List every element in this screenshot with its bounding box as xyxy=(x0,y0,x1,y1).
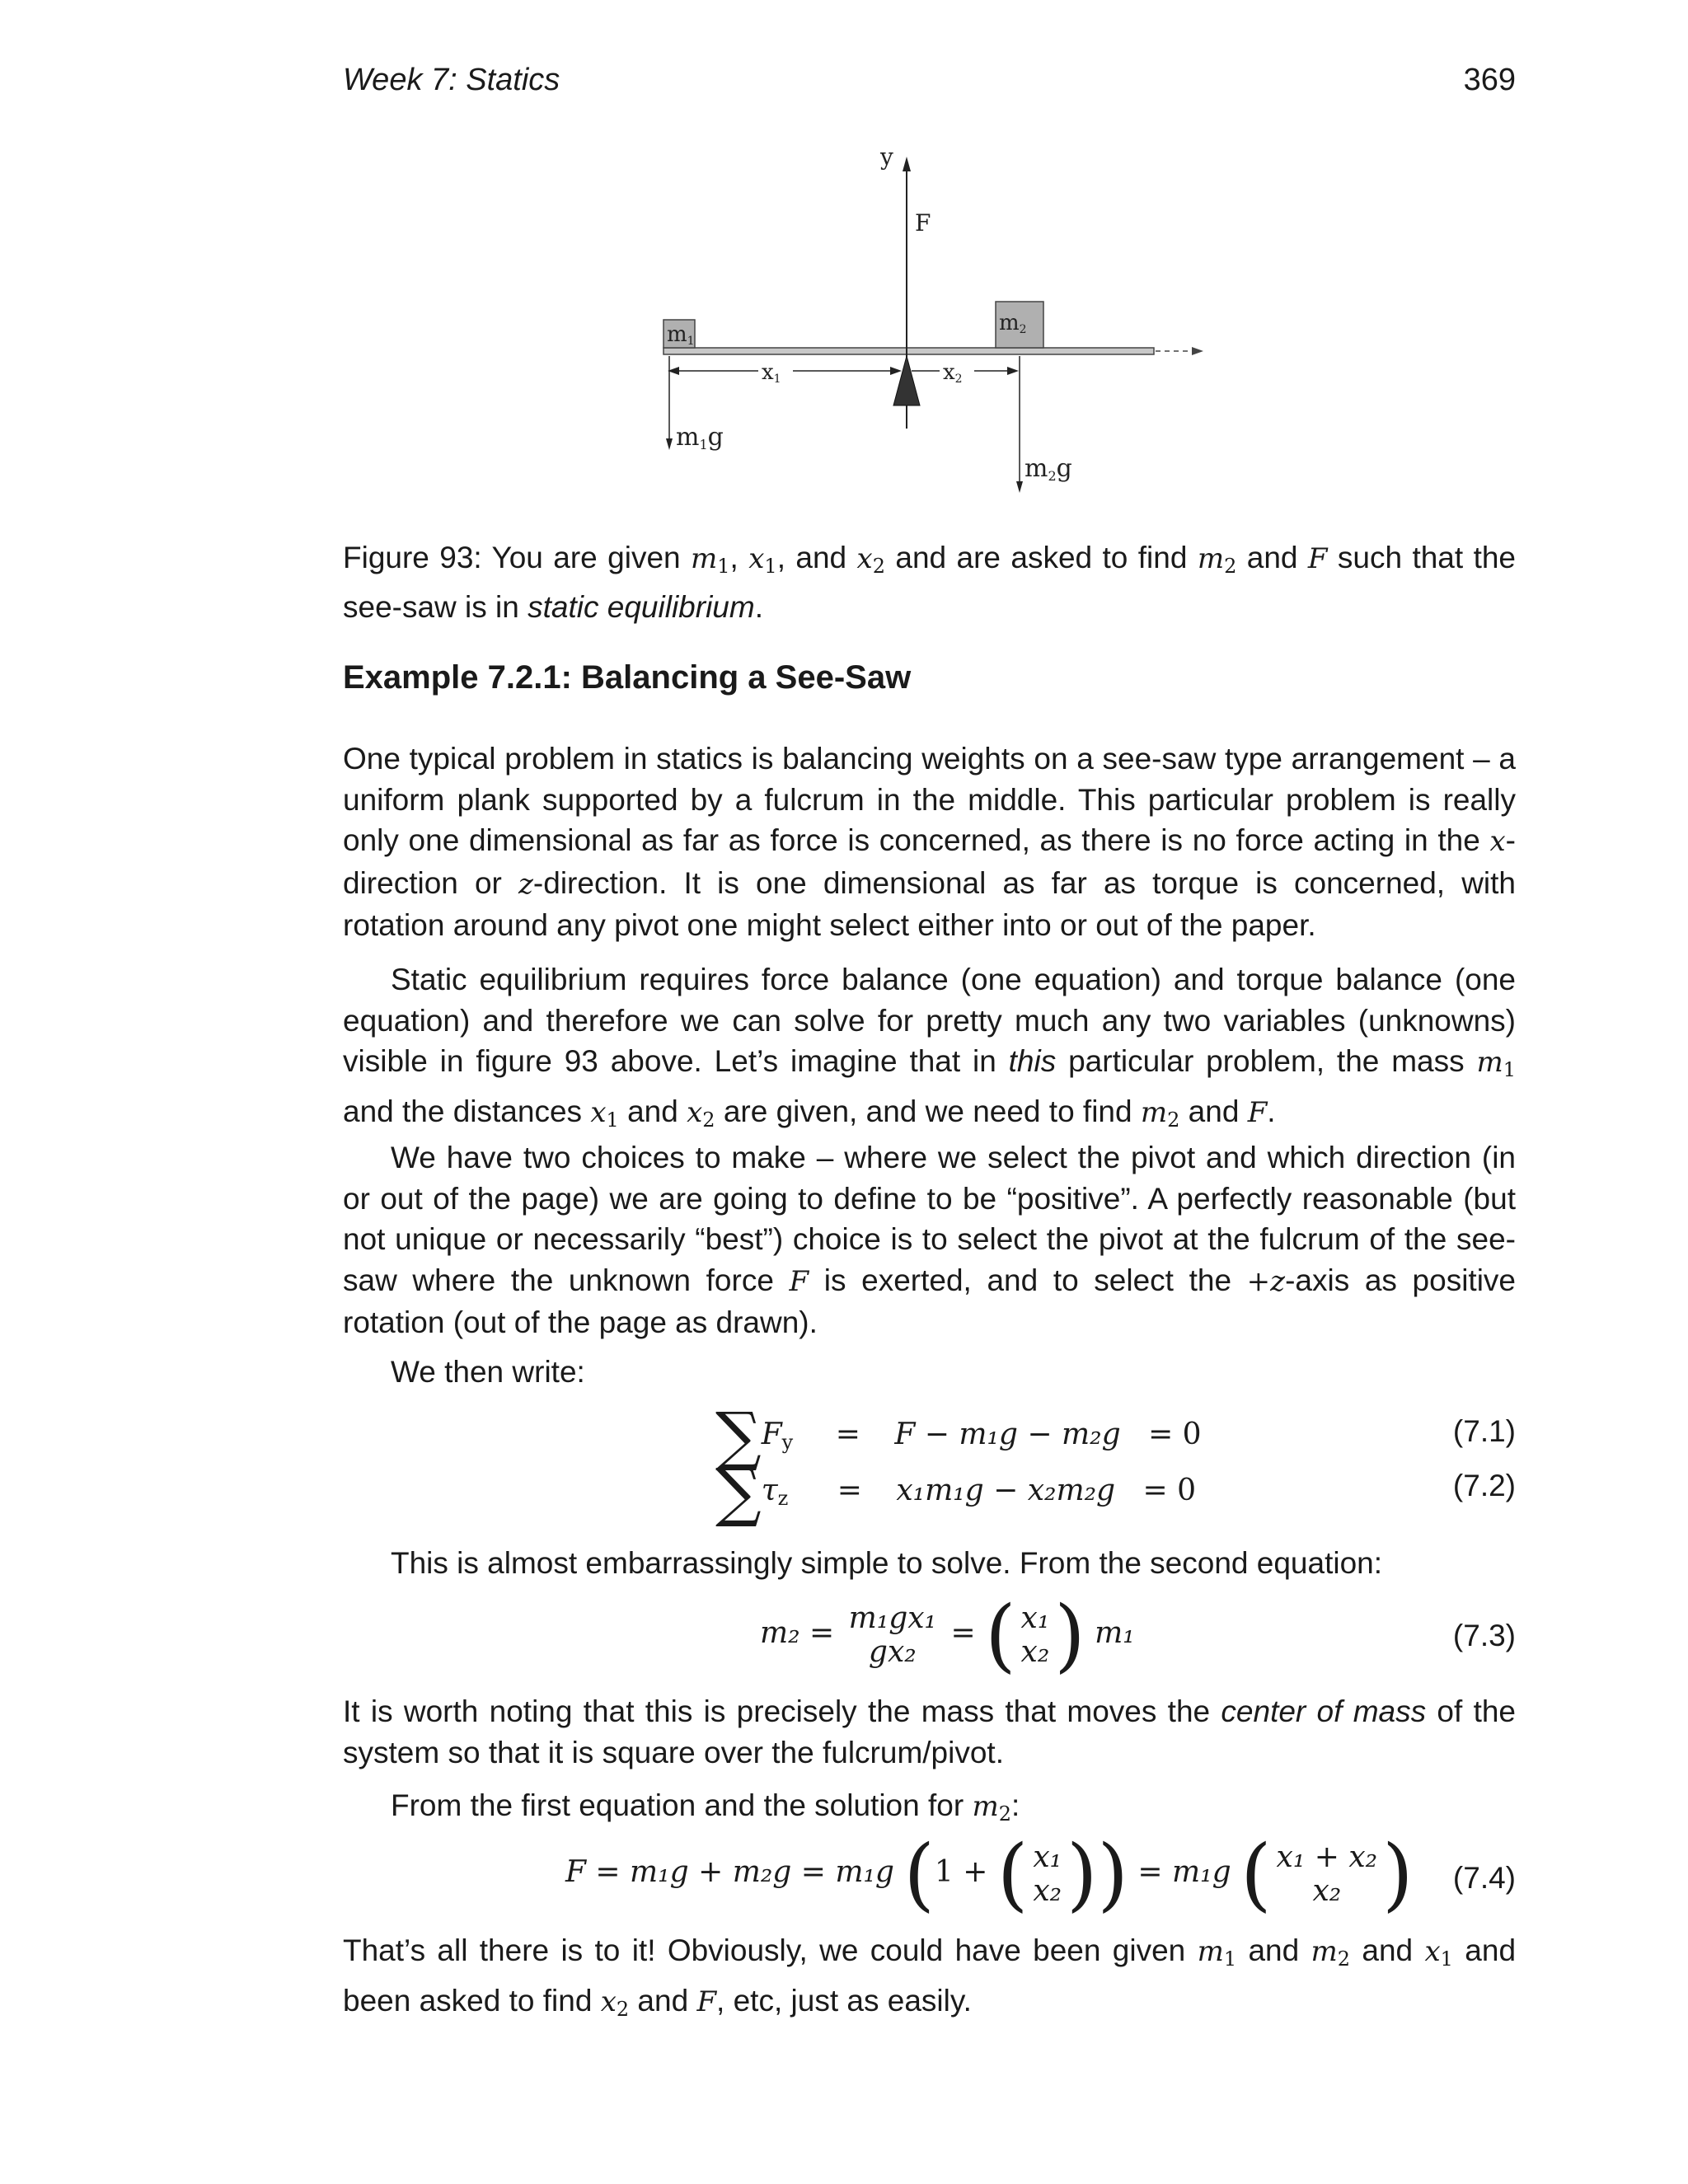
paragraph-first-equation: From the first equation and the solution for $m_2$: xyxy=(391,1788,1020,1825)
y-axis-label: y xyxy=(880,143,893,171)
paragraph-simple-solve: This is almost embarrassingly simple to solve. From the second equation: xyxy=(391,1546,1383,1580)
x1-label: x1 xyxy=(762,360,781,386)
paragraph-pivot-choice: We have two choices to make – where we select the pivot and which direction (in or out of the page) we are going to define to be “positive”. A perfectly reasonable (but not unique or necessarily “best”) choice is to select the pivot at the fulcrum of the see-saw where the unknown force F is exerted, and to select the +z-axis as positive rotation (out of the page as drawn). xyxy=(343,1141,1516,1339)
x2-label: x2 xyxy=(943,360,963,386)
y-axis-arrowhead xyxy=(903,157,911,171)
weight2-arrowhead xyxy=(1016,481,1023,493)
paragraph-center-of-mass: It is worth noting that this is precisely the mass that moves the center of mass of the system so that it is square over the fulcrum/pivot. xyxy=(343,1694,1516,1769)
force-label: F xyxy=(915,209,931,237)
example-title: Example 7.2.1: Balancing a See-Saw xyxy=(343,659,912,696)
weight1-label: m1g xyxy=(676,423,724,452)
equation-7-2-number: (7.2) xyxy=(1452,1469,1516,1502)
mass2-label: m2 xyxy=(999,311,1027,336)
figure-caption: Figure 93: You are given $m_1$, $x_1$, and $x_2$ and are asked to find $m_2$ and F such that the see-saw is in static equilibrium. xyxy=(343,541,1516,624)
fulcrum xyxy=(893,356,920,405)
paragraph-conclusion: That’s all there is to it! Obviously, we could have been given $m_1$ and $m_2$ and $x_1$ and been asked to find $x_2$ and F, etc, just as easily. xyxy=(343,1933,1517,2021)
equation-7-2: $\sum\tau_z = x_1m_1g - x_2m_2g = 0$ xyxy=(715,1455,1197,1530)
equation-7-3-number: (7.3) xyxy=(1452,1619,1516,1652)
equation-7-4-number: (7.4) xyxy=(1452,1861,1516,1895)
paragraph-intro: One typical problem in statics is balancing weights on a see-saw type arrangement – a uniform plank supported by a fulcrum in the middle. This particular problem is really only one dimensional as far as force is concerned, as there is no force acting in the x-direction or z-direction. It is one dimensional as far as torque is concerned, with rotation around any pivot one might select either into or out of the paper. xyxy=(343,742,1516,942)
running-header: Week 7: Statics xyxy=(343,63,560,97)
x2-right-arrowhead xyxy=(1007,367,1019,375)
page-number: 369 xyxy=(1463,63,1516,97)
equation-7-1: $\sum F_y = F - m_1g - m_2g = 0$ xyxy=(715,1399,1202,1474)
mass1-label: m1 xyxy=(667,322,695,348)
weight1-arrowhead xyxy=(666,438,673,450)
equation-7-1-number: (7.1) xyxy=(1452,1414,1516,1448)
equation-7-4: F = m₁g + m₂g = m₁g (1 + ( x₁ x₂ )) = m₁g ( x₁ + x₂ x₂ ) xyxy=(565,1828,1414,1920)
paragraph-we-write: We then write: xyxy=(391,1355,585,1389)
weight2-label: m2g xyxy=(1025,454,1072,484)
plank-extension-arrowhead xyxy=(1192,347,1203,355)
x1-right-arrowhead xyxy=(890,367,902,375)
paragraph-equilibrium: Static equilibrium requires force balance (one equation) and torque balance (one equation) and therefore we can solve for pretty much any two variables (unknowns) visible in figure 93 above. Let’s imagine that in this particular problem, the mass $m_1$ and the distances $x_1$ and $x_2$ are given, and we need to find $m_2$ and F. xyxy=(343,963,1516,1132)
plank xyxy=(663,348,1154,354)
see-saw-figure xyxy=(651,140,1212,511)
equation-7-3: m₂ = m₁gx₁ gx₂ = ( x₁ x₂ ) m₁ xyxy=(760,1589,1135,1681)
